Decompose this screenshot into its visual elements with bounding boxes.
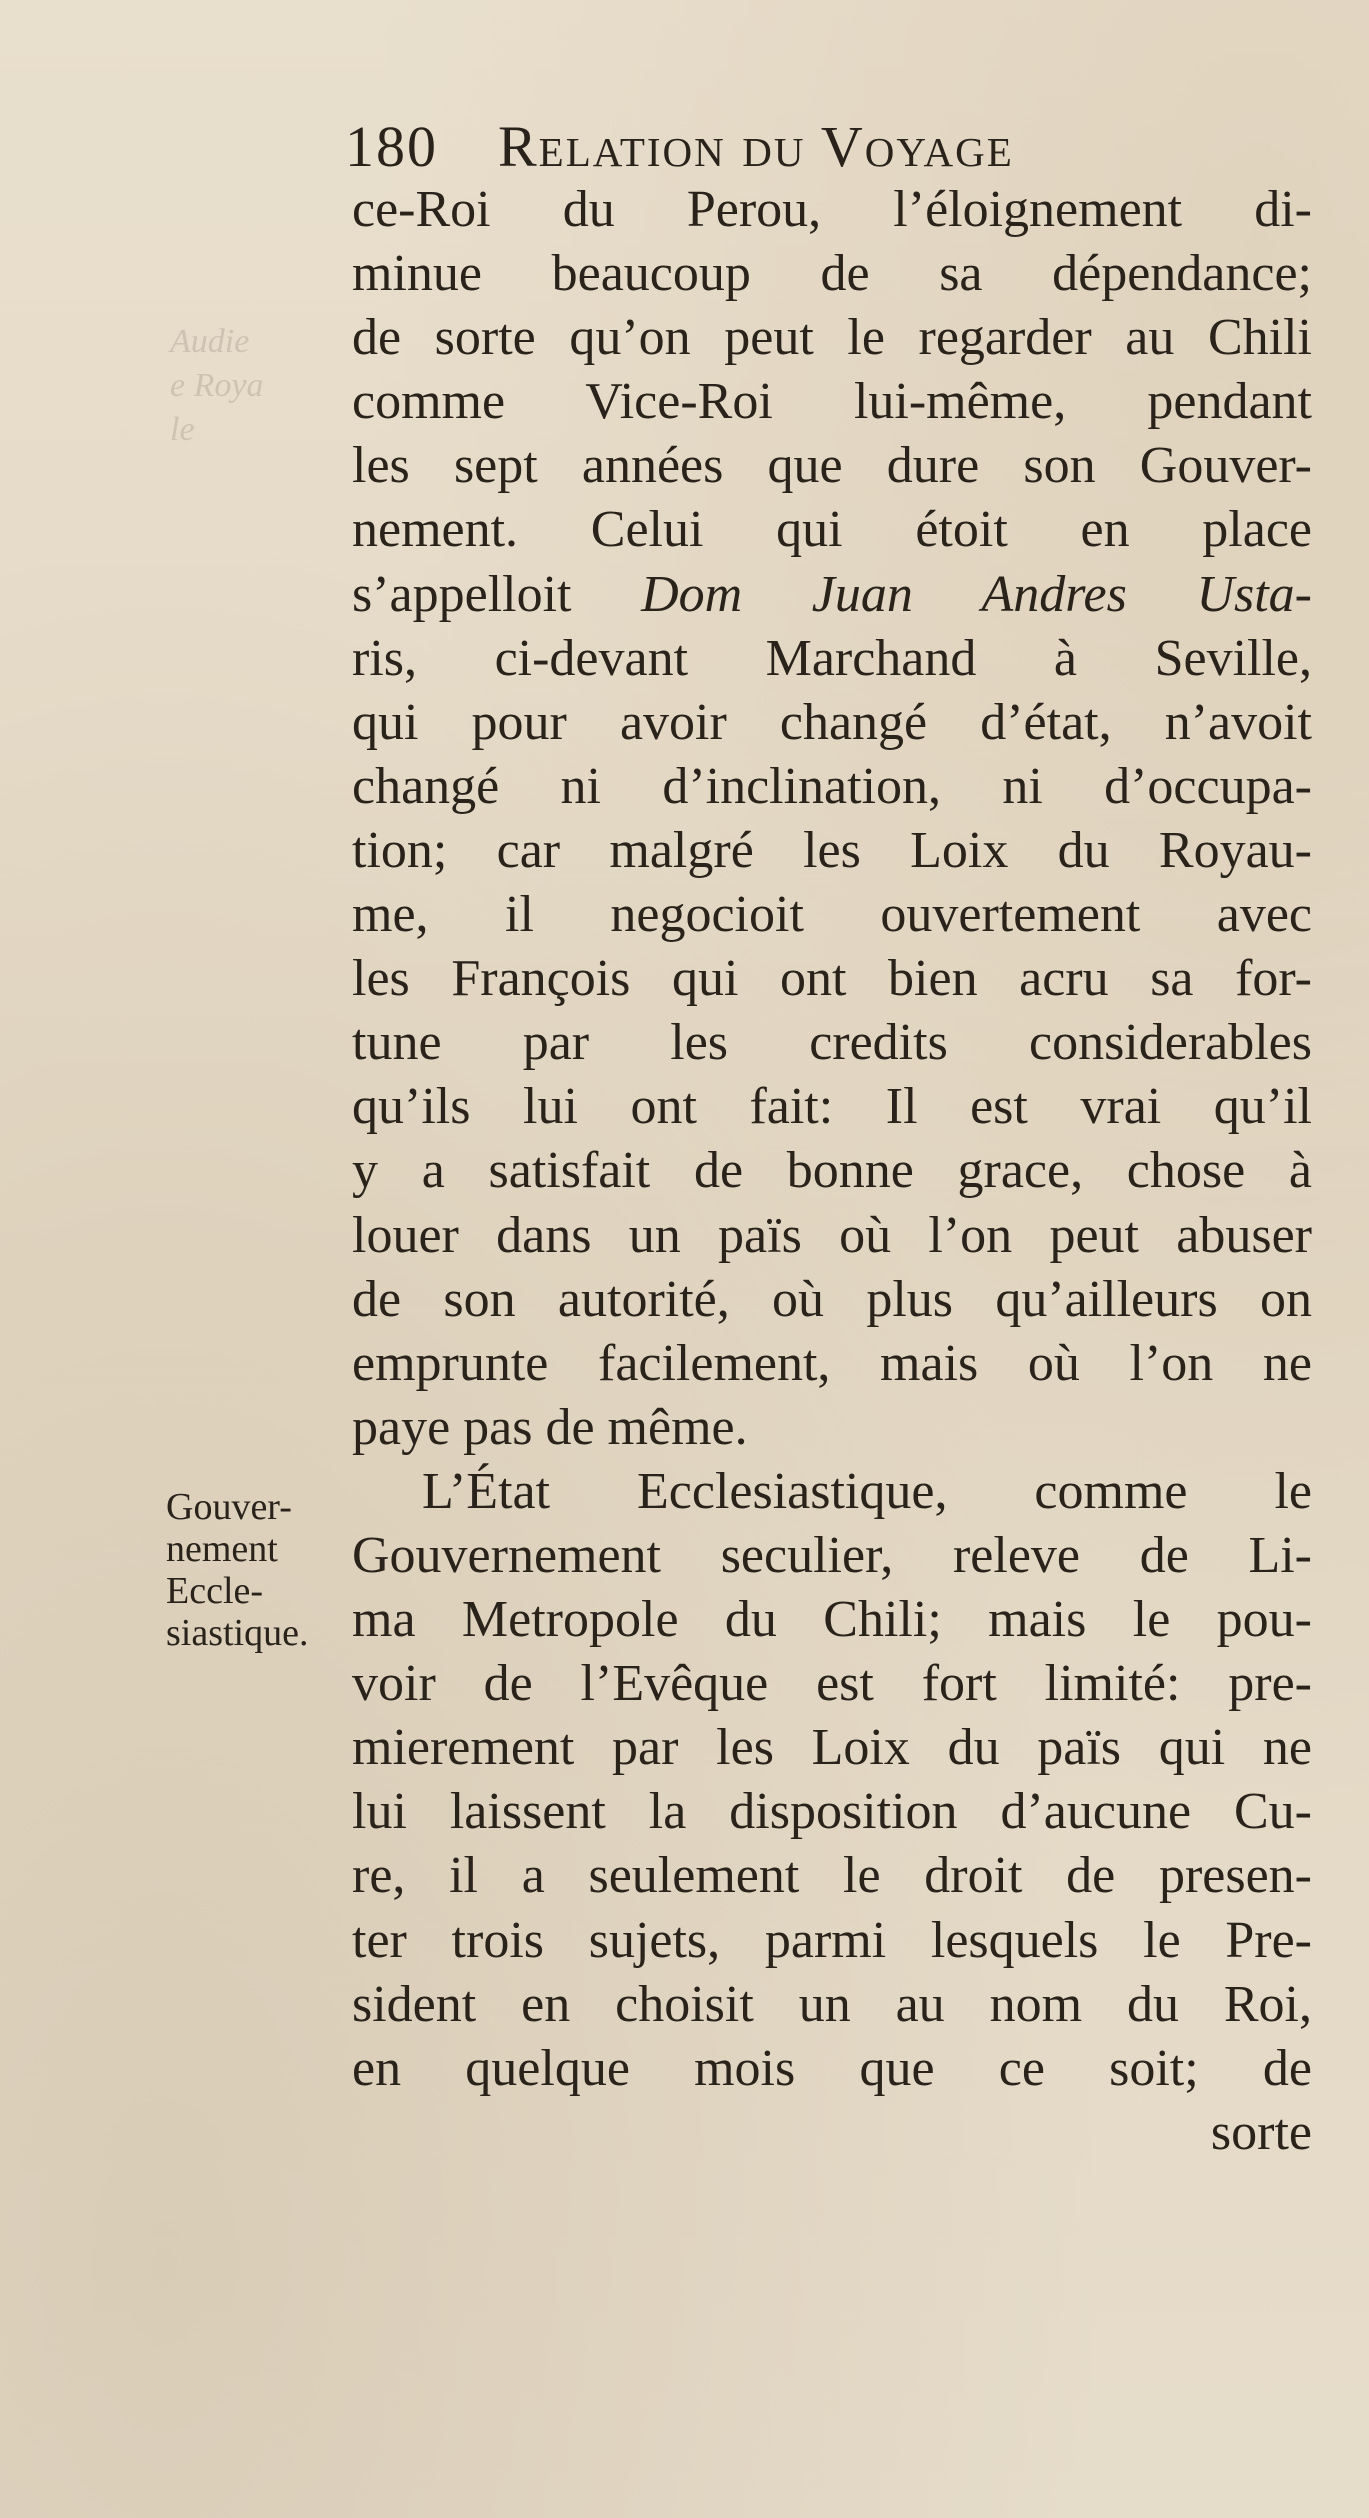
text-line: les François qui ont bien acru sa for-: [352, 950, 1312, 1008]
text-line: [352, 563, 1312, 627]
text-line: de son autorité, où plus qu’ailleurs on: [352, 1270, 1312, 1328]
text-line: tion; car malgré les Loix du Royau-: [352, 821, 1312, 879]
text-line: minue beaucoup de sa dépendance;: [352, 245, 1312, 303]
text-line: ma Metropole du Chili; mais le pou-: [352, 1591, 1312, 1649]
marginal-note: [166, 1486, 346, 1654]
text-line: lui laissent la disposition d’aucune Cu-: [352, 1783, 1312, 1841]
marginal-note-line: siastique.: [166, 1612, 309, 1654]
text-line: emprunte facilement, mais où l’on ne: [352, 1334, 1312, 1392]
text-line: les sept années que dure son Gouver-: [352, 437, 1312, 495]
bleed-through-line: le: [170, 411, 195, 448]
bleed-through-line: Audie: [170, 323, 250, 360]
text-line: qu’ils lui ont fait: Il est vrai qu’il: [352, 1078, 1312, 1136]
text-line: louer dans un païs où l’on peut abuser: [352, 1206, 1312, 1264]
text-line: de sorte qu’on peut le regarder au Chili: [352, 309, 1312, 367]
text-line: mierement par les Loix du païs qui ne: [352, 1719, 1312, 1777]
text-line: nement. Celui qui étoit en place: [352, 501, 1312, 559]
running-head: [345, 112, 1325, 182]
text-line: paye pas de même.: [352, 1398, 748, 1456]
text-line: tune par les credits considerables: [352, 1014, 1312, 1072]
text-line: qui pour avoir changé d’état, n’avoit: [352, 693, 1312, 751]
text-line: ter trois sujets, parmi lesquels le Pre-: [352, 1911, 1312, 1969]
text-line: L’État Ecclesiastique, comme le: [422, 1462, 1312, 1520]
page-number: 180: [345, 114, 438, 179]
text-line: sident en choisit un au nom du Roi,: [352, 1975, 1312, 2033]
running-title: Relation du Voyage: [498, 114, 1014, 179]
text-line: me, il negocioit ouvertement avec: [352, 886, 1312, 944]
marginal-note-line: Gouver-: [166, 1486, 292, 1528]
italic-proper-name: Dom Juan Andres Usta-: [641, 565, 1312, 623]
marginal-note-line: nement: [166, 1528, 278, 1570]
text-line: ris, ci-devant Marchand à Seville,: [352, 629, 1312, 687]
text-line: y a satisfait de bonne grace, chose à: [352, 1142, 1312, 1200]
text-line: changé ni d’inclination, ni d’occupa-: [352, 757, 1312, 815]
text-line: comme Vice-Roi lui-même, pendant: [352, 373, 1312, 431]
body-text: [352, 178, 1312, 2165]
text-line: ce-Roi du Perou, l’éloignement di-: [352, 181, 1312, 238]
text-line: re, il a seulement le droit de presen-: [352, 1847, 1312, 1905]
text-line: voir de l’Evêque est fort limité: pre-: [352, 1655, 1312, 1713]
text-line: en quelque mois que ce soit; de: [352, 2039, 1312, 2097]
bleed-through-line: e Roya: [170, 367, 264, 404]
marginal-note-line: Eccle-: [166, 1570, 264, 1612]
bleed-through-text: [170, 320, 310, 452]
text-line-start: s’appelloit: [352, 565, 572, 623]
catchword: sorte: [1210, 2103, 1312, 2161]
text-line: Gouvernement seculier, releve de Li-: [352, 1526, 1312, 1584]
